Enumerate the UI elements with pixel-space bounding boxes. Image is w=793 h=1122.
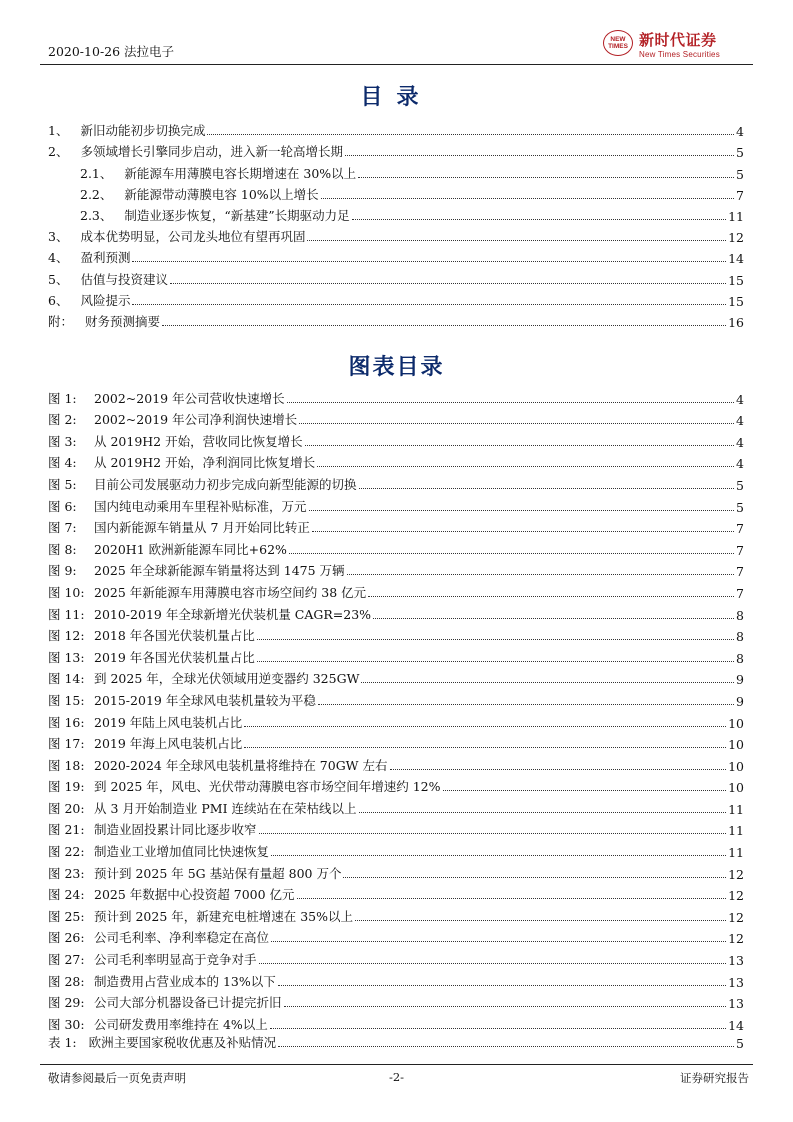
entry-number: 图 15: <box>48 692 85 708</box>
entry-page: 4 <box>736 391 744 407</box>
toc-entry[interactable] <box>48 203 744 224</box>
dot-leader <box>352 219 726 220</box>
entry-title: 2019 年海上风电装机占比 <box>94 736 243 752</box>
figure-entry[interactable] <box>48 536 744 558</box>
dot-leader <box>244 726 726 727</box>
figure-entry[interactable] <box>48 860 744 882</box>
dot-leader <box>358 177 734 178</box>
entry-title: 国内纯电动乘用车里程补贴标准，万元 <box>94 498 307 514</box>
toc-entry[interactable] <box>48 245 744 266</box>
entry-title: 预计到 2025 年 5G 基站保有量超 800 万个 <box>94 865 342 881</box>
entry-title: 公司毛利率明显高于竞争对手 <box>94 952 257 968</box>
entry-number: 图 16: <box>48 714 85 730</box>
entry-number: 附： <box>48 313 74 329</box>
entry-number: 图 5: <box>48 476 77 492</box>
tables-list <box>48 1030 744 1051</box>
figure-entry[interactable] <box>48 752 744 774</box>
dot-leader <box>132 261 726 262</box>
entry-title: 新能源带动薄膜电容 10%以上增长 <box>124 186 319 202</box>
entry-title: 从 2019H2 开始，净利润同比恢复增长 <box>94 455 316 471</box>
entry-number: 图 25: <box>48 908 85 924</box>
figure-entry[interactable] <box>48 601 744 623</box>
entry-number: 6、 <box>48 292 69 308</box>
entry-page: 16 <box>728 314 744 330</box>
entry-page: 9 <box>736 672 744 688</box>
footer-report-type: 证券研究报告 <box>680 1071 749 1085</box>
header-date-company: 2020-10-26 法拉电子 <box>48 44 175 59</box>
toc-entry[interactable] <box>48 182 744 203</box>
entry-page: 12 <box>728 931 744 947</box>
footer-disclaimer: 敬请参阅最后一页免责声明 <box>48 1071 186 1085</box>
dot-leader <box>259 963 727 964</box>
figure-entry[interactable] <box>48 838 744 860</box>
entry-number: 图 18: <box>48 757 85 773</box>
figure-entry[interactable] <box>48 990 744 1012</box>
entry-title: 2020H1 欧洲新能源车同比+62% <box>94 541 287 557</box>
entry-number: 图 3: <box>48 433 77 449</box>
entry-page: 12 <box>728 888 744 904</box>
figure-entry[interactable] <box>48 882 744 904</box>
toc-entry[interactable] <box>48 266 744 287</box>
dot-leader <box>170 283 726 284</box>
dot-leader <box>359 488 734 489</box>
dot-leader <box>278 985 726 986</box>
figure-entry[interactable] <box>48 774 744 796</box>
entry-number: 图 12: <box>48 628 85 644</box>
entry-number: 表 1: <box>48 1035 77 1051</box>
entry-number: 3、 <box>48 229 69 245</box>
entry-title: 2025 年数据中心投资超 7000 亿元 <box>94 887 295 903</box>
entry-page: 13 <box>728 996 744 1012</box>
entry-page: 4 <box>736 434 744 450</box>
entry-number: 图 21: <box>48 822 85 838</box>
entry-number: 图 6: <box>48 498 77 514</box>
figure-entry[interactable] <box>48 558 744 580</box>
dot-leader <box>368 596 734 597</box>
dot-leader <box>309 510 734 511</box>
entry-title: 欧洲主要国家税收优惠及补贴情况 <box>88 1035 277 1051</box>
figure-entry[interactable] <box>48 450 744 472</box>
entry-title: 公司毛利率、净利率稳定在高位 <box>94 930 270 946</box>
entry-page: 7 <box>736 564 744 580</box>
dot-leader <box>317 466 734 467</box>
entry-title: 估值与投资建议 <box>80 271 168 287</box>
entry-title: 2002~2019 年公司净利润快速增长 <box>94 412 298 428</box>
entry-title: 2025 年新能源车用薄膜电容市场空间约 38 亿元 <box>94 584 367 600</box>
entry-number: 图 26: <box>48 930 85 946</box>
figure-entry[interactable] <box>48 666 744 688</box>
entry-page: 12 <box>728 866 744 882</box>
toc-title: 目录 <box>360 84 433 110</box>
entry-page: 13 <box>728 974 744 990</box>
table-entry[interactable] <box>48 1030 744 1051</box>
entry-page: 8 <box>736 629 744 645</box>
entry-number: 图 13: <box>48 649 85 665</box>
dot-leader <box>132 304 726 305</box>
entry-title: 预计到 2025 年，新建充电桩增速在 35%以上 <box>94 908 354 924</box>
figure-entry[interactable] <box>48 493 744 515</box>
toc-entry[interactable] <box>48 118 744 139</box>
company-logo <box>603 28 753 62</box>
entry-title: 2019 年陆上风电装机占比 <box>94 714 243 730</box>
figure-entry[interactable] <box>48 579 744 601</box>
entry-number: 4、 <box>48 250 69 266</box>
figure-entry[interactable] <box>48 471 744 493</box>
entry-title: 到 2025 年，风电、光伏带动薄膜电容市场空间年增速约 12% <box>94 779 441 795</box>
entry-title: 成本优势明显，公司龙头地位有望再巩固 <box>80 229 306 245</box>
entry-page: 10 <box>728 780 744 796</box>
entry-page: 14 <box>728 251 744 267</box>
entry-title: 财务预测摘要 <box>85 313 161 329</box>
dot-leader <box>307 240 726 241</box>
entry-page: 5 <box>736 166 744 182</box>
toc-entry[interactable] <box>48 139 744 160</box>
entry-title: 目前公司发展驱动力初步完成向新型能源的切换 <box>94 476 357 492</box>
figure-entry[interactable] <box>48 946 744 968</box>
dot-leader <box>271 855 726 856</box>
toc-entry[interactable] <box>48 160 744 181</box>
figure-entry[interactable] <box>48 709 744 731</box>
entry-number: 2.3、 <box>80 207 113 223</box>
toc-entry[interactable] <box>48 288 744 309</box>
entry-title: 到 2025 年，全球光伏领域用逆变器约 325GW <box>94 671 360 687</box>
dot-leader <box>278 1046 734 1047</box>
figure-entry[interactable] <box>48 623 744 645</box>
entry-page: 5 <box>736 145 744 161</box>
page-footer <box>40 1064 753 1085</box>
logo-english-name: New Times Securities <box>639 50 720 59</box>
toc-entry[interactable] <box>48 224 744 245</box>
dot-leader <box>312 531 734 532</box>
entry-page: 5 <box>736 499 744 515</box>
dot-leader <box>390 769 727 770</box>
figure-entry[interactable] <box>48 428 744 450</box>
entry-page: 7 <box>736 542 744 558</box>
entry-title: 2002~2019 年公司营收快速增长 <box>94 390 285 406</box>
dot-leader <box>373 618 734 619</box>
figures-title: 图表目录 <box>348 354 445 380</box>
dot-leader <box>289 553 734 554</box>
dot-leader <box>443 790 727 791</box>
logo-chinese-name: 新时代证券 <box>639 31 717 49</box>
entry-title: 从 2019H2 开始，营收同比恢复增长 <box>94 433 303 449</box>
figure-entry[interactable] <box>48 644 744 666</box>
entry-number: 图 8: <box>48 541 77 557</box>
entry-title: 制造费用占营业成本的 13%以下 <box>94 973 276 989</box>
entry-title: 国内新能源车销量从 7 月开始同比转正 <box>94 520 310 536</box>
entry-page: 7 <box>736 585 744 601</box>
toc-list <box>48 118 744 330</box>
entry-page: 8 <box>736 607 744 623</box>
page-header <box>40 28 753 65</box>
toc-entry[interactable] <box>48 309 744 330</box>
entry-number: 图 27: <box>48 952 85 968</box>
entry-title: 2015-2019 年全球风电装机量较为平稳 <box>94 692 316 708</box>
figure-entry[interactable] <box>48 925 744 947</box>
entry-title: 制造业逐步恢复，“新基建”长期驱动力足 <box>124 207 350 223</box>
entry-number: 图 29: <box>48 995 85 1011</box>
entry-number: 2.2、 <box>80 186 113 202</box>
entry-number: 图 1: <box>48 390 77 406</box>
entry-number: 2、 <box>48 144 69 160</box>
figure-entry[interactable] <box>48 407 744 429</box>
dot-leader <box>259 833 727 834</box>
dot-leader <box>318 704 734 705</box>
entry-title: 制造业固投累计同比逐步收窄 <box>94 822 257 838</box>
entry-title: 制造业工业增加值同比快速恢复 <box>94 844 270 860</box>
entry-number: 1、 <box>48 123 69 139</box>
figure-entry[interactable] <box>48 817 744 839</box>
entry-number: 图 9: <box>48 563 77 579</box>
dot-leader <box>257 639 734 640</box>
entry-page: 11 <box>728 823 744 839</box>
figures-list <box>48 385 744 1033</box>
entry-title: 多领域增长引擎同步启动，进入新一轮高增长期 <box>80 144 343 160</box>
dot-leader <box>162 325 726 326</box>
dot-leader <box>359 812 727 813</box>
entry-page: 15 <box>728 293 744 309</box>
entry-page: 14 <box>728 1017 744 1033</box>
dot-leader <box>321 198 734 199</box>
dot-leader <box>244 747 726 748</box>
entry-number: 图 10: <box>48 584 85 600</box>
entry-page: 7 <box>736 187 744 203</box>
entry-number: 图 11: <box>48 606 85 622</box>
logo-seal-icon: NEW TIMES <box>603 30 633 56</box>
entry-number: 图 19: <box>48 779 85 795</box>
figure-entry[interactable] <box>48 968 744 990</box>
entry-number: 2.1、 <box>80 165 113 181</box>
entry-page: 9 <box>736 693 744 709</box>
entry-page: 10 <box>728 715 744 731</box>
entry-page: 11 <box>728 801 744 817</box>
figure-entry[interactable] <box>48 795 744 817</box>
entry-page: 4 <box>736 456 744 472</box>
dot-leader <box>343 877 726 878</box>
dot-leader <box>361 682 734 683</box>
entry-page: 4 <box>736 124 744 140</box>
entry-number: 图 22: <box>48 844 85 860</box>
entry-page: 5 <box>736 477 744 493</box>
entry-page: 11 <box>728 208 744 224</box>
entry-number: 图 2: <box>48 412 77 428</box>
dot-leader <box>207 134 734 135</box>
entry-number: 图 4: <box>48 455 77 471</box>
figure-entry[interactable] <box>48 903 744 925</box>
dot-leader <box>287 402 734 403</box>
entry-page: 5 <box>736 1036 744 1052</box>
figure-entry[interactable] <box>48 385 744 407</box>
entry-number: 图 28: <box>48 973 85 989</box>
dot-leader <box>284 1006 727 1007</box>
dot-leader <box>297 898 727 899</box>
entry-number: 图 14: <box>48 671 85 687</box>
entry-number: 图 7: <box>48 520 77 536</box>
figure-entry[interactable] <box>48 687 744 709</box>
entry-title: 2019 年各国光伏装机量占比 <box>94 649 255 665</box>
dot-leader <box>270 1028 726 1029</box>
entry-page: 8 <box>736 650 744 666</box>
entry-number: 图 30: <box>48 1016 85 1032</box>
entry-title: 从 3 月开始制造业 PMI 连续站在在荣枯线以上 <box>94 800 357 816</box>
entry-page: 12 <box>728 230 744 246</box>
dot-leader <box>257 661 734 662</box>
entry-title: 盈利预测 <box>80 250 131 266</box>
entry-title: 风险提示 <box>80 292 131 308</box>
entry-title: 新旧动能初步切换完成 <box>80 123 206 139</box>
dot-leader <box>345 155 734 156</box>
entry-title: 2025 年全球新能源车销量将达到 1475 万辆 <box>94 563 345 579</box>
entry-number: 图 23: <box>48 865 85 881</box>
entry-title: 公司大部分机器设备已计提完折旧 <box>94 995 282 1011</box>
page-number: -2- <box>388 1070 405 1084</box>
entry-page: 15 <box>728 272 744 288</box>
figure-entry[interactable] <box>48 731 744 753</box>
entry-page: 7 <box>736 521 744 537</box>
entry-title: 新能源车用薄膜电容长期增速在 30%以上 <box>124 165 357 181</box>
entry-title: 2010-2019 年全球新增光伏装机量 CAGR=23% <box>94 606 372 622</box>
dot-leader <box>271 941 726 942</box>
entry-title: 2020-2024 年全球风电装机量将维持在 70GW 左右 <box>94 757 388 773</box>
figure-entry[interactable] <box>48 515 744 537</box>
dot-leader <box>299 423 734 424</box>
dot-leader <box>355 920 726 921</box>
entry-number: 图 24: <box>48 887 85 903</box>
entry-title: 公司研发费用率维持在 4%以上 <box>94 1016 268 1032</box>
dot-leader <box>305 445 734 446</box>
entry-page: 10 <box>728 758 744 774</box>
entry-title: 2018 年各国光伏装机量占比 <box>94 628 255 644</box>
dot-leader <box>347 574 734 575</box>
entry-number: 图 20: <box>48 800 85 816</box>
entry-page: 13 <box>728 953 744 969</box>
entry-page: 11 <box>728 845 744 861</box>
entry-number: 5、 <box>48 271 69 287</box>
entry-page: 10 <box>728 737 744 753</box>
entry-page: 12 <box>728 909 744 925</box>
entry-page: 4 <box>736 413 744 429</box>
entry-number: 图 17: <box>48 736 85 752</box>
